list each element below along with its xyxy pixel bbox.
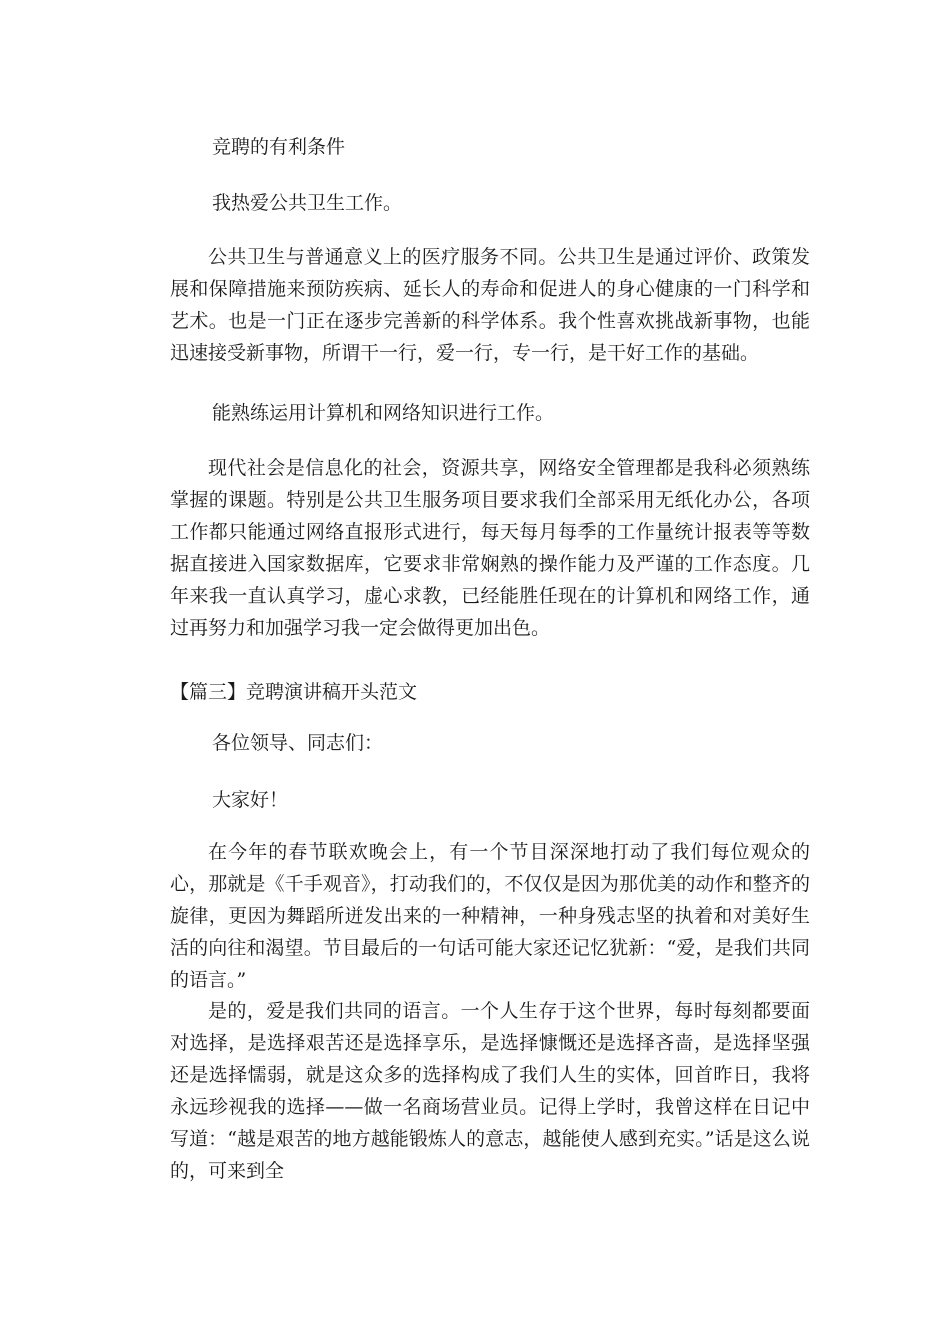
paragraph-choice: 是的，爱是我们共同的语言。一个人生存于这个世界，每时每刻都要面对选择，是选择艰苦还是选择享乐，是选择慷慨还是选择吝啬，是选择坚强还是选择懦弱，就是这众多的选择构成了我们人生的实体，回首昨日，我将永远珍视我的选择——做一名商场营业员。记得上学时，我曾这样在日记中写道：“越是艰苦的地方越能锻炼人的意志，越能使人感到充实。”话是这么说的，可来到全 [170,1000,810,1182]
hello-line: 大家好！ [212,789,289,811]
section-title: 【篇三】竞聘演讲稿开头范文 [170,681,418,703]
greeting: 各位领导、同志们： [212,732,384,754]
paragraph-spring-gala: 在今年的春节联欢晚会上，有一个节目深深地打动了我们每位观众的心，那就是《千手观音》，打动我们的，不仅仅是因为那优美的动作和整齐的旋律，更因为舞蹈所迸发出来的一种精神，一种身残志坚的执着和对美好生活的向往和渴望。节目最后的一句话可能大家还记忆犹新：“爱，是我们共同的语言。” [170,841,810,991]
paragraph-information-society: 现代社会是信息化的社会，资源共享，网络安全管理都是我科必须熟练掌握的课题。特别是公共卫生服务项目要求我们全部采用无纸化办公，各项工作都只能通过网络直报形式进行，每天每月每季的工作量统计报表等等数据直接进入国家数据库，它要求非常娴熟的操作能力及严谨的工作态度。几年来我一直认真学习，虚心求教，已经能胜任现在的计算机和网络工作，通过再努力和加强学习我一定会做得更加出色。 [170,457,810,639]
statement-love-public-health: 我热爱公共卫生工作。 [212,192,403,214]
paragraph-public-health: 公共卫生与普通意义上的医疗服务不同。公共卫生是通过评价、政策发展和保障措施来预防疾病、延长人的寿命和促进人的身心健康的一门科学和艺术。也是一门正在逐步完善新的科学体系。我个性喜欢挑战新事物，也能迅速接受新事物，所谓干一行，爱一行，专一行，是干好工作的基础。 [170,246,810,364]
heading-favorable-conditions: 竞聘的有利条件 [212,136,346,158]
statement-computer-skills: 能熟练运用计算机和网络知识进行工作。 [212,402,555,424]
